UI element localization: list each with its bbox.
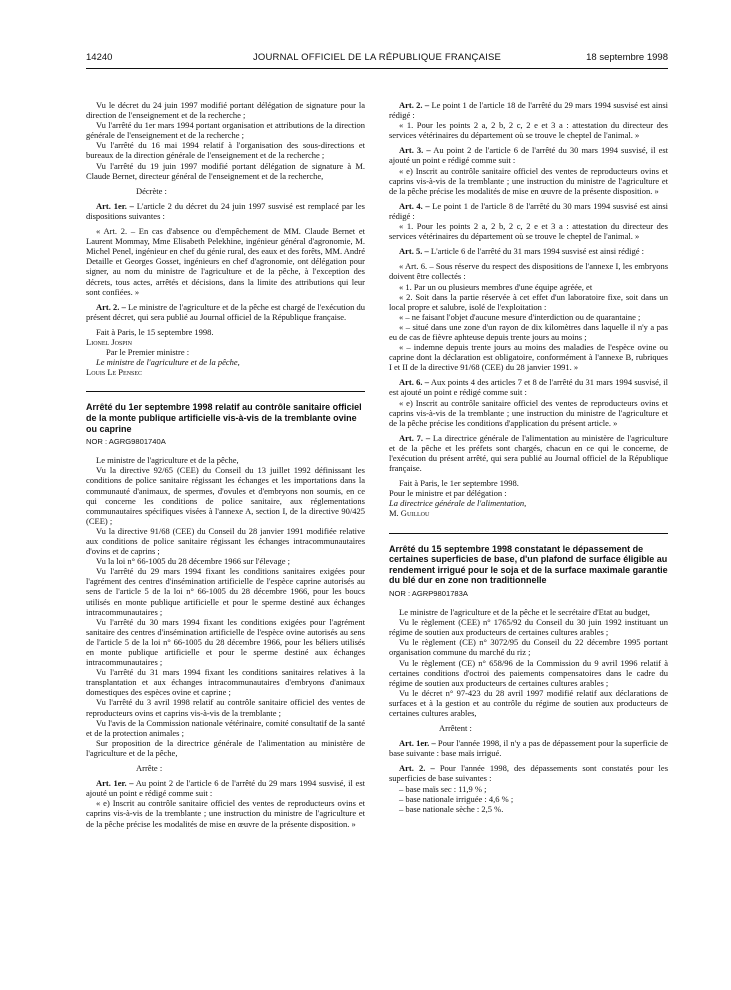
- fait-line: Fait à Paris, le 1er septembre 1998.: [399, 478, 519, 489]
- directrice-title: La directrice générale de l'alimentation,: [389, 498, 527, 509]
- nor-reference: NOR : AGRG9801740A: [86, 437, 166, 447]
- minister-title: Le ministre de l'agriculture et de la pêche,: [96, 357, 240, 368]
- section-separator: [389, 533, 668, 534]
- arrete-title: Arrêté du 1er septembre 1998 relatif au contrôle sanitaire officiel de la monte publique artificielle vis-à-vis de la tremblante ovine ou caprine: [86, 402, 362, 434]
- preamble-line: Le ministre de l'agriculture et de la pêche et le secrétaire d'Etat au budget,: [399, 607, 650, 618]
- article-lead: Art. 1er. –: [399, 738, 436, 749]
- journal-title: JOURNAL OFFICIEL DE LA RÉPUBLIQUE FRANÇAISE: [252, 52, 502, 63]
- arrete-title: Arrêté du 15 septembre 1998 constatant le dépassement de certaines superficies de base, d'un plafond de surface éligible au rendement irrigué pour le soja et de la surface maximale garantie du blé dur en zone non traditionnelle: [389, 543, 668, 586]
- list-item: – base nationale sèche : 2,5 %.: [399, 803, 504, 814]
- article-text: La directrice générale de l'alimentation au ministère de l'agriculture et de la pêche et les préfets sont chargés, chacun en ce qui le concerne, de l'exécution du présent arrêté, qui sera publié au Journal officiel de la République française.: [389, 432, 668, 474]
- article-item: « – indemne depuis trente jours au moins des maladies de l'espèce ovine ou caprine dont la déclaration est obligatoire, conformément à l'annexe B, rubriques I et II de la directive 91/68 (CEE) du 28 janvier 1991. »: [389, 342, 668, 373]
- preamble-line: Sur proposition de la directrice générale de l'alimentation au ministère de l'agriculture et de la pêche,: [86, 737, 365, 758]
- vu-paragraph: Vu l'arrêté du 19 juin 1997 modifié portant délégation de signature à M. Claude Bernet, directeur général de l'enseignement et de la recherche,: [86, 160, 365, 181]
- article-quote: « e) Inscrit au contrôle sanitaire officiel des ventes de reproducteurs ovins et caprins vis-à-vis de la tremblante ; une instruction du ministre de l'agriculture et de la pêche précise les modalités de mise en œuvre de la présente disposition. »: [389, 165, 668, 196]
- article-paragraph: [389, 246, 668, 256]
- article-lead: Art. 4. –: [399, 200, 430, 211]
- article-item: « – ne faisant l'objet d'aucune mesure d'interdiction ou de quarantaine ;: [399, 311, 641, 322]
- article-quote: « 1. Pour les points 2 a, 2 b, 2 c, 2 e et 3 a : attestation du directeur des services vétérinaires du département où se trouve le cheptel de l'animal. »: [389, 221, 668, 242]
- decrete-heading: Décrète :: [136, 185, 167, 196]
- article-item: « 2. Soit dans la partie réservée à cet effet d'un laboratoire fixe, soit dans un local propre et salubre, isolé de l'exploitation :: [389, 291, 668, 312]
- article-lead: Art. 5. –: [399, 246, 429, 257]
- article-paragraph: [389, 763, 668, 783]
- signature-name: M. Guillou: [389, 508, 430, 519]
- vu-paragraph: Vu l'arrêté du 16 mai 1994 relatif à l'organisation des sous-directions et bureaux de la direction générale de l'enseignement et de la recherche ;: [86, 140, 365, 161]
- article-quote: « 1. Pour les points 2 a, 2 b, 2 c, 2 e et 3 a : attestation du directeur des services vétérinaires du département où se trouve le cheptel de l'animal. »: [389, 120, 668, 141]
- article-text: Aux points 4 des articles 7 et 8 de l'arrêté du 31 mars 1994 susvisé, il est ajouté un point e rédigé comme suit :: [389, 377, 669, 398]
- article-lead: Art. 2. –: [96, 301, 126, 312]
- preamble-line: Vu l'arrêté du 31 mars 1994 fixant les conditions sanitaires relatives à la transplantation et aux échanges intracommunautaires d'embryons d'animaux domestiques des espèces ovine et caprine ;: [86, 667, 365, 698]
- preamble-line: Vu le décret n° 97-423 du 28 avril 1997 modifié relatif aux déclarations de surfaces et à la gestion et au contrôle du régime de soutien aux producteurs de certaines cultures arables,: [389, 687, 668, 718]
- fait-line: Fait à Paris, le 15 septembre 1998.: [96, 326, 214, 337]
- preamble-line: Le ministre de l'agriculture et de la pêche,: [96, 455, 239, 466]
- signature-name: Lionel Jospin: [86, 336, 132, 347]
- par-line: Pour le ministre et par délégation :: [389, 488, 507, 499]
- article-quote: « e) Inscrit au contrôle sanitaire officiel des ventes de reproducteurs ovins et caprins vis-à-vis de la tremblante ; une instruction du ministre de l'agriculture et de la pêche précise les conditions d'application du présent article. »: [389, 397, 668, 428]
- par-line: Par le Premier ministre :: [106, 347, 190, 358]
- article-paragraph: [389, 100, 668, 120]
- article-lead: Art. 2. –: [399, 100, 430, 110]
- article-text: Le point 1 de l'article 18 de l'arrêté du 29 mars 1994 susvisé est ainsi rédigé :: [389, 100, 669, 121]
- preamble-line: Vu l'arrêté du 29 mars 1994 fixant les conditions sanitaires exigées pour l'agrément des centres d'insémination artificielle de l'espèce caprine autorisés au sens de l'article 5 de la loi n° 66-1005 du 28 décembre 1966, pour les boucs utilisés en monte publique artificielle et pour le sperme destiné aux échanges intracommunautaires ;: [86, 566, 365, 617]
- article-paragraph: [86, 778, 365, 798]
- issue-date: 18 septembre 1998: [586, 52, 668, 63]
- article-text: Le point 1 de l'article 8 de l'arrêté du 30 mars 1994 susvisé est ainsi rédigé :: [389, 200, 669, 221]
- preamble-line: Vu le règlement (CEE) n° 1765/92 du Conseil du 30 juin 1992 instituant un régime de soutien aux producteurs de certaines cultures arables ;: [389, 617, 668, 638]
- article-quote: « Art. 2. – En cas d'absence ou d'empêchement de MM. Claude Bernet et Laurent Mommay, Mme Elisabeth Pelekhine, ingénieur général d'agronomie, M. Michel Penel, ingénieur en chef du génie rural, des eaux et des forêts, MM. André Detaille et Georges Gosset, ingénieurs en chef d'agronomie, ont délégation pour signer, au nom du ministre de l'agriculture et de la pêche, à l'exception des décrets, tous actes, arrêtés et décisions, dans la limite des attributions qui leur sont confiées. »: [86, 226, 365, 297]
- article-lead: Art. 2. –: [399, 763, 435, 774]
- article-lead: Art. 6. –: [399, 377, 430, 388]
- article-paragraph: [389, 201, 668, 221]
- article-text: Le ministre de l'agriculture et de la pêche est chargé de l'exécution du présent décret, qui sera publié au Journal officiel de la République française.: [86, 301, 366, 322]
- preamble-line: Vu l'avis de la Commission nationale vétérinaire, comité consultatif de la santé et de la protection animales ;: [86, 717, 365, 738]
- right-column: [389, 100, 668, 814]
- article-paragraph: [389, 377, 668, 397]
- arretent-heading: Arrêtent :: [439, 723, 472, 734]
- minister-name: Louis Le Pensec: [86, 367, 143, 378]
- section-separator: [86, 391, 365, 392]
- article-quote: « e) Inscrit au contrôle sanitaire officiel des ventes de reproducteurs ovins et caprins vis-à-vis de la tremblante ; une instruction du ministre de l'agriculture et de la pêche précise les modalités de mise en œuvre de la présente disposition. »: [86, 798, 365, 829]
- article-text: Pour l'année 1998, des dépassements sont constatés pour les superficies de base suivantes :: [389, 763, 669, 784]
- article-paragraph: [86, 302, 365, 322]
- preamble-line: Vu le règlement (CE) n° 658/96 de la Commission du 9 avril 1996 relatif à certaines conditions d'octroi des paiements compensatoires dans le cadre du régime de soutien aux producteurs de certaines cultures arables ;: [389, 657, 668, 688]
- article-paragraph: [389, 145, 668, 165]
- article-lead: Art. 7. –: [399, 432, 431, 443]
- preamble-line: Vu la directive 92/65 (CEE) du Conseil du 13 juillet 1992 définissant les conditions de police sanitaire régissant les échanges et les importations dans la communauté d'animaux, de spermes, d'ovules et d'embryons non soumis, en ce qui concerne les conditions de police sanitaire, aux réglementations communautaires spécifiques visées à l'annexe A, section I, de la directive 90/425 (CEE) ;: [86, 465, 365, 526]
- article-paragraph: [86, 201, 365, 221]
- vu-paragraph: Vu l'arrêté du 1er mars 1994 portant organisation et attributions de la direction générale de l'enseignement et de la recherche ;: [86, 120, 365, 141]
- preamble-line: Vu la loi n° 66-1005 du 28 décembre 1966 sur l'élevage ;: [96, 556, 290, 567]
- article-lead: Art. 3. –: [399, 145, 431, 156]
- article-paragraph: [389, 433, 668, 473]
- left-column: [86, 100, 365, 829]
- page-number: 14240: [86, 52, 113, 63]
- header-rule: [86, 68, 668, 69]
- preamble-line: Vu l'arrêté du 3 avril 1998 relatif au contrôle sanitaire officiel des ventes de reproducteurs ovins et caprins vis-à-vis de la tremblante ;: [86, 697, 365, 718]
- article-paragraph: [389, 738, 668, 758]
- article-text: Pour l'année 1998, il n'y a pas de dépassement pour la superficie de base suivante : base maïs irrigué.: [389, 738, 668, 759]
- preamble-line: Vu la directive 91/68 (CEE) du Conseil du 28 janvier 1991 modifiée relative aux conditions de police sanitaire régissant les échanges intracommunautaires d'ovins et de caprins ;: [86, 525, 365, 557]
- article-lead: Art. 1er. –: [96, 778, 134, 789]
- article-text: L'article 2 du décret du 24 juin 1997 susvisé est remplacé par les dispositions suivantes :: [86, 200, 365, 221]
- list-item: – base maïs sec : 11,9 % ;: [399, 783, 487, 794]
- page-header: [86, 52, 668, 66]
- article-item: « – situé dans une zone d'un rayon de dix kilomètres dans laquelle il n'y a pas eu de cas de fièvre aphteuse depuis trente jours au moins ;: [389, 321, 668, 342]
- preamble-line: Vu l'arrêté du 30 mars 1994 fixant les conditions exigées pour l'agrément sanitaire des centres d'insémination artificielle de l'espèce ovine autorisés au sens de l'article 5 de la loi n° 66-1005 du 28 décembre 1966, pour les béliers utilisés en monte publique artificielle et pour le sperme destiné aux échanges intracommunautaires ;: [86, 616, 365, 668]
- list-item: – base nationale irriguée : 4,6 % ;: [399, 793, 514, 804]
- article-text: L'article 6 de l'arrêté du 31 mars 1994 susvisé est ainsi rédigé :: [430, 246, 645, 257]
- vu-paragraph: Vu le décret du 24 juin 1997 modifié portant délégation de signature pour la direction de l'enseignement et de la recherche ;: [86, 100, 365, 121]
- nor-reference: NOR : AGRP9801783A: [389, 588, 468, 598]
- preamble-line: Vu le règlement (CE) n° 3072/95 du Conseil du 22 décembre 1995 portant organisation commune du marché du riz ;: [389, 637, 668, 658]
- arrete-heading: Arrête :: [136, 763, 163, 774]
- article-text: Au point 2 de l'article 6 de l'arrêté du 30 mars 1994 susvisé, il est ajouté un point e rédigé comme suit :: [389, 145, 669, 166]
- article-lead: Art. 1er. –: [96, 200, 134, 211]
- article-text: Au point 2 de l'article 6 de l'arrêté du 29 mars 1994 susvisé, il est ajouté un point e rédigé comme suit :: [86, 778, 365, 799]
- article-item: « Art. 6. – Sous réserve du respect des dispositions de l'annexe I, les embryons doivent être collectés :: [389, 261, 668, 282]
- article-item: « 1. Par un ou plusieurs membres d'une équipe agréée, et: [399, 281, 593, 292]
